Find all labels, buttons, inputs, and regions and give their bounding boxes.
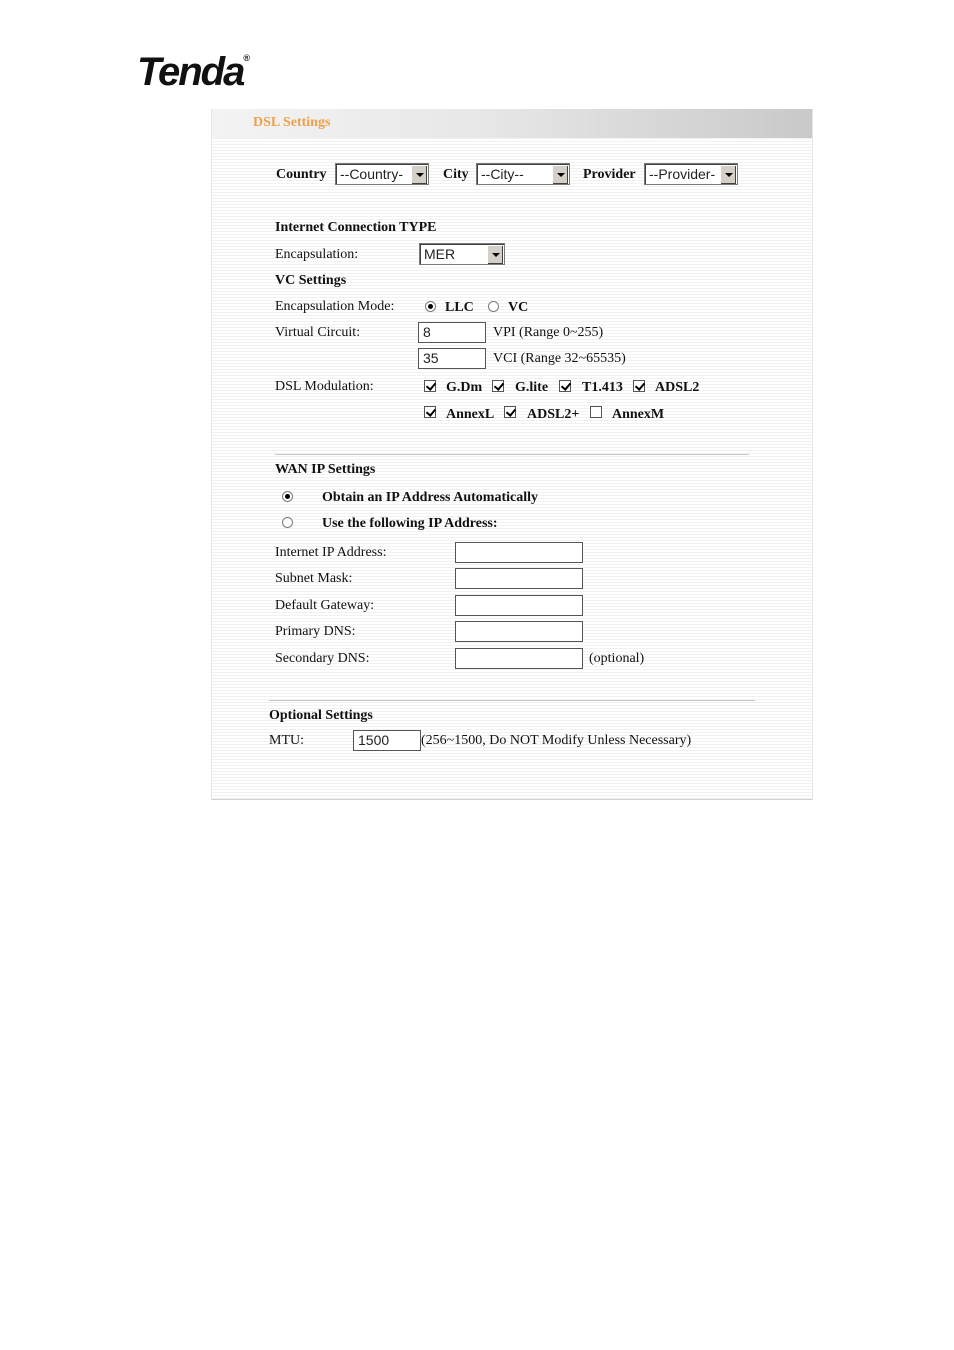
encapsulation-label: Encapsulation:: [275, 247, 359, 262]
mtu-input[interactable]: 1500: [353, 730, 421, 751]
city-select[interactable]: [476, 163, 570, 185]
country-label: Country: [276, 167, 327, 182]
connection-heading: Internet Connection TYPE: [275, 220, 437, 235]
use-following-ip-radio[interactable]: [282, 517, 293, 528]
mtu-label: MTU:: [269, 733, 304, 748]
annexl-checkbox[interactable]: [424, 406, 436, 418]
tenda-logo: Tenda®: [137, 50, 250, 94]
city-select-value: --City--: [481, 166, 524, 182]
obtain-ip-auto-label: Obtain an IP Address Automatically: [322, 490, 539, 505]
vci-input[interactable]: 35: [418, 348, 486, 369]
vc-radio[interactable]: [488, 301, 499, 312]
use-following-ip-label: Use the following IP Address:: [322, 516, 498, 531]
section-divider: [269, 700, 755, 702]
vc-label: VC: [508, 300, 529, 315]
internet-ip-input[interactable]: [455, 542, 583, 563]
secondary-dns-label: Secondary DNS:: [275, 651, 370, 666]
country-select-value: --Country-: [340, 166, 404, 182]
dsl-settings-panel: [211, 109, 813, 800]
adsl2-checkbox[interactable]: [633, 380, 645, 392]
subnet-mask-input[interactable]: [455, 568, 583, 589]
provider-select[interactable]: [644, 163, 738, 185]
gdmt-checkbox[interactable]: [424, 380, 436, 392]
encapsulation-mode-label: Encapsulation Mode:: [275, 299, 395, 314]
adsl2-label: ADSL2: [655, 380, 700, 395]
provider-select-value: --Provider-: [649, 166, 716, 182]
chevron-down-icon: [552, 165, 568, 184]
default-gateway-input[interactable]: [455, 595, 583, 616]
internet-ip-label: Internet IP Address:: [275, 545, 387, 560]
wan-heading: WAN IP Settings: [275, 462, 376, 477]
chevron-down-icon: [487, 245, 503, 264]
dsl-modulation-label: DSL Modulation:: [275, 379, 374, 394]
default-gateway-label: Default Gateway:: [275, 598, 375, 613]
city-label: City: [443, 167, 469, 182]
primary-dns-label: Primary DNS:: [275, 624, 356, 639]
secondary-dns-hint: (optional): [589, 651, 645, 666]
primary-dns-input[interactable]: [455, 621, 583, 642]
adsl2plus-label: ADSL2+: [527, 407, 580, 422]
optional-heading: Optional Settings: [269, 708, 373, 723]
mtu-hint: (256~1500, Do NOT Modify Unless Necessary): [421, 733, 692, 748]
t1413-checkbox[interactable]: [559, 380, 571, 392]
secondary-dns-input[interactable]: [455, 648, 583, 669]
vc-heading: VC Settings: [275, 273, 347, 288]
glite-checkbox[interactable]: [492, 380, 504, 392]
provider-label: Provider: [583, 167, 636, 182]
vpi-input[interactable]: 8: [418, 322, 486, 343]
registered-mark: ®: [243, 53, 250, 63]
country-select[interactable]: [335, 163, 429, 185]
adsl2plus-checkbox[interactable]: [504, 406, 516, 418]
annexm-label: AnnexM: [612, 407, 665, 422]
encapsulation-select-value: MER: [424, 246, 456, 262]
virtual-circuit-label: Virtual Circuit:: [275, 325, 361, 340]
chevron-down-icon: [720, 165, 736, 184]
llc-radio[interactable]: [425, 301, 436, 312]
glite-label: G.lite: [515, 380, 549, 395]
panel-title: DSL Settings: [253, 115, 331, 130]
gdmt-label: G.Dm: [446, 380, 483, 395]
annexl-label: AnnexL: [446, 407, 495, 422]
encapsulation-select[interactable]: [419, 243, 505, 265]
section-divider: [275, 454, 749, 456]
t1413-label: T1.413: [582, 380, 623, 395]
annexm-checkbox[interactable]: [590, 406, 602, 418]
obtain-ip-auto-radio[interactable]: [282, 491, 293, 502]
vpi-hint: VPI (Range 0~255): [493, 325, 604, 340]
llc-label: LLC: [445, 300, 474, 315]
panel-header: [212, 109, 812, 138]
vci-hint: VCI (Range 32~65535): [493, 351, 626, 366]
subnet-mask-label: Subnet Mask:: [275, 571, 353, 586]
chevron-down-icon: [411, 165, 427, 184]
